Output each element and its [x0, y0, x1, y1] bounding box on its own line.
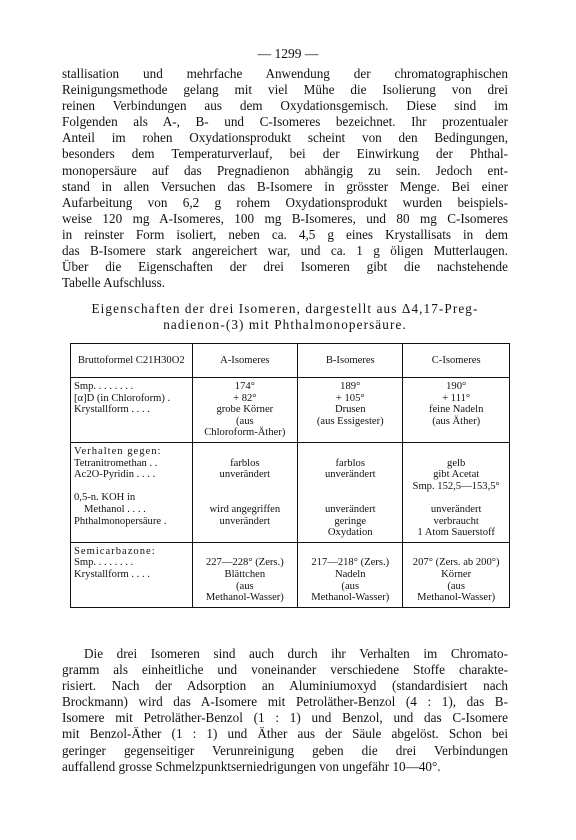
- text-line: in reinster Form isoliert, neben ca. 4,5 g eines Krystallisats in dem: [62, 226, 508, 242]
- labels-semicarbazone: [71, 542, 193, 607]
- cell-value: Körner: [441, 568, 472, 580]
- row-label: [α]D (in Chloroform) .: [74, 392, 171, 404]
- row-label: Krystallform . . . .: [74, 568, 150, 580]
- text-line: besonders dem Temperaturverlauf, bei der Einwirkung der Phthal-: [62, 146, 508, 162]
- b-physical: [298, 378, 403, 443]
- row-label: [74, 481, 189, 493]
- text-line: reinen Verbindungen aus dem Oxydationsgemisch. Diese sind im: [62, 98, 508, 114]
- header-b-isomer: B-Isomeres: [298, 344, 403, 378]
- cell-value: Nadeln: [334, 568, 366, 580]
- c-semicarbazone: [403, 542, 510, 607]
- text-line: monopersäure auf das Pregnadienon abhängig zu sein. Jedoch ent-: [62, 162, 508, 178]
- cell-value: gibt Acetat: [433, 469, 480, 481]
- cell-value: 207° (Zers. ab 200°): [412, 557, 500, 569]
- cell-value: [196, 492, 295, 504]
- cell-value: Blättchen: [224, 568, 266, 580]
- cell-value: [196, 481, 295, 493]
- cell-value: + 105°: [335, 392, 365, 404]
- cell-value: [406, 546, 506, 558]
- row-label: Krystallform . . . .: [74, 404, 150, 416]
- cell-value: (aus Essigester): [316, 415, 384, 427]
- cell-value: unverändert: [219, 469, 271, 481]
- cell-value: + 111°: [442, 392, 471, 404]
- text-line: Anteil im rohen Oxydationsprodukt scheint von den Bedingungen,: [62, 130, 508, 146]
- cell-value: Methanol-Wasser): [311, 592, 390, 604]
- text-line: geringer gegenseitiger Verunreinigung geben die drei Verbindungen: [62, 742, 508, 758]
- cell-value: [301, 492, 399, 504]
- cell-value: (aus Äther): [432, 415, 481, 427]
- cell-value: + 82°: [233, 392, 257, 404]
- row-label: Verhalten gegen:: [74, 445, 162, 457]
- text-line: Reinigungsmethode gelang mit viel Mühe die Isolierung von drei: [62, 82, 508, 98]
- text-line: stand in allen Versuchen das B-Isomere in grösster Menge. Bei einer: [62, 178, 508, 194]
- cell-value: 227—228° (Zers.): [205, 557, 284, 569]
- text-line: stallisation und mehrfache Anwendung der chromatographischen: [62, 66, 508, 81]
- cell-value: verbraucht: [433, 515, 479, 527]
- a-physical: [192, 378, 298, 443]
- text-line: Tabelle Aufschluss.: [62, 275, 166, 291]
- text-line: Brockmann) wird das A-Isomere mit Petroläther-Benzol (4 : 1), das B-: [62, 694, 508, 710]
- row-label: Ac2O-Pyridin . . . .: [74, 469, 156, 481]
- cell-value: grobe Körner: [216, 404, 274, 416]
- cell-value: 217—218° (Zers.): [311, 557, 390, 569]
- cell-value: Oxydation: [327, 527, 373, 539]
- cell-value: Methanol-Wasser): [205, 592, 284, 604]
- b-semicarbazone: [298, 542, 403, 607]
- labels-physical: [71, 378, 193, 443]
- a-semicarbazone: [192, 542, 298, 607]
- cell-value: [301, 446, 399, 458]
- paragraph-bottom: [62, 646, 508, 775]
- text-line: Aufarbeitung von 6,2 g rohem Oxydationsprodukt wurden beispiels-: [62, 194, 508, 210]
- cell-value: feine Nadeln: [428, 404, 484, 416]
- text-line: weise 120 mg A-Isomeres, 100 mg B-Isomeres, und 80 mg C-Isomeres: [62, 210, 508, 226]
- cell-value: Drusen: [334, 404, 366, 416]
- row-label: Phthalmonopersäure .: [74, 515, 167, 527]
- text-line: auffallend grosse Schmelzpunktserniedrigungen von ungefähr 10—40°.: [62, 758, 441, 774]
- a-behavior: [192, 442, 298, 542]
- paragraph-top: [62, 66, 508, 291]
- row-label: [74, 527, 189, 539]
- header-c-isomer: C-Isomeres: [403, 344, 510, 378]
- isomer-properties-table: [70, 343, 510, 608]
- cell-value: unverändert: [219, 515, 271, 527]
- c-behavior: [403, 442, 510, 542]
- header-a-isomer: A-Isomeres: [192, 344, 298, 378]
- cell-value: wird angegriffen: [209, 503, 281, 515]
- cell-value: (aus: [447, 580, 465, 592]
- cell-value: gelb: [447, 457, 466, 469]
- labels-behavior: [71, 442, 193, 542]
- cell-value: [406, 492, 506, 504]
- c-physical: [403, 378, 510, 443]
- row-label: Tetranitromethan . .: [74, 457, 158, 469]
- cell-value: (aus: [236, 415, 254, 427]
- cell-value: unverändert: [324, 469, 376, 481]
- section-physical: [71, 378, 510, 443]
- row-label: Smp. . . . . . . .: [74, 381, 134, 392]
- text-line: Die drei Isomeren sind auch durch ihr Verhalten im Chromato-: [84, 646, 508, 661]
- section-behavior: [71, 442, 510, 542]
- text-line: risiert. Nach der Adsorption an Aluminiumoxyd (standardisiert nach: [62, 678, 508, 694]
- cell-value: 1 Atom Sauerstoff: [417, 527, 495, 539]
- row-label: 0,5-n. KOH in: [74, 492, 136, 504]
- text-line: gramm als einheitliche und voneinander verschiedene Stoffe charakte-: [62, 662, 508, 678]
- cell-value: [196, 546, 295, 558]
- cell-value: Chloroform-Äther): [204, 427, 286, 439]
- cell-value: [301, 481, 399, 493]
- cell-value: unverändert: [430, 503, 482, 515]
- cell-value: geringe: [334, 515, 367, 527]
- cell-value: (aus: [341, 580, 360, 592]
- row-label: Smp. . . . . . . .: [74, 557, 134, 569]
- row-label: Methanol . . . .: [84, 503, 146, 515]
- cell-value: farblos: [230, 457, 260, 469]
- header-formula: Bruttoformel C21H30O2: [71, 344, 193, 378]
- table-caption: [62, 301, 508, 333]
- cell-value: [301, 546, 399, 558]
- cell-value: unverändert: [324, 503, 376, 515]
- cell-value: 189°: [340, 381, 361, 392]
- b-behavior: [298, 442, 403, 542]
- section-semicarbazone: [71, 542, 510, 607]
- cell-value: Methanol-Wasser): [417, 592, 496, 604]
- text-line: Isomere mit Petroläther-Benzol (1 : 1) und Benzol, und das C-Isomere: [62, 710, 508, 726]
- cell-value: Smp. 152,5—153,5°: [412, 480, 500, 492]
- text-line: Folgenden als A-, B- und C-Isomeres bezeichnet. Ihr prozentualer: [62, 114, 508, 130]
- cell-value: farblos: [335, 457, 365, 469]
- cell-value: 190°: [446, 381, 467, 392]
- text-line: das B-Isomere stark angereichert war, und ca. 1 g öligen Mutterlaugen.: [62, 243, 508, 259]
- row-label: Semicarbazone:: [74, 545, 156, 557]
- caption-line: nadienon-(3) mit Phthalmonopersäure.: [163, 317, 407, 332]
- caption-line: Eigenschaften der drei Isomeren, dargestellt aus Δ4,17-Preg-: [91, 301, 479, 316]
- cell-value: [196, 446, 295, 458]
- text-line: Über die Eigenschaften der drei Isomeren gibt die nachstehende: [62, 259, 508, 275]
- page-number: — 1299 —: [257, 46, 319, 61]
- cell-value: [406, 446, 506, 458]
- text-line: mit Benzol-Äther (1 : 1) und Äther aus der Säule abgelöst. Schon bei: [62, 726, 508, 742]
- cell-value: (aus: [236, 580, 254, 592]
- cell-value: 174°: [234, 381, 255, 392]
- table-header-row: [71, 344, 510, 378]
